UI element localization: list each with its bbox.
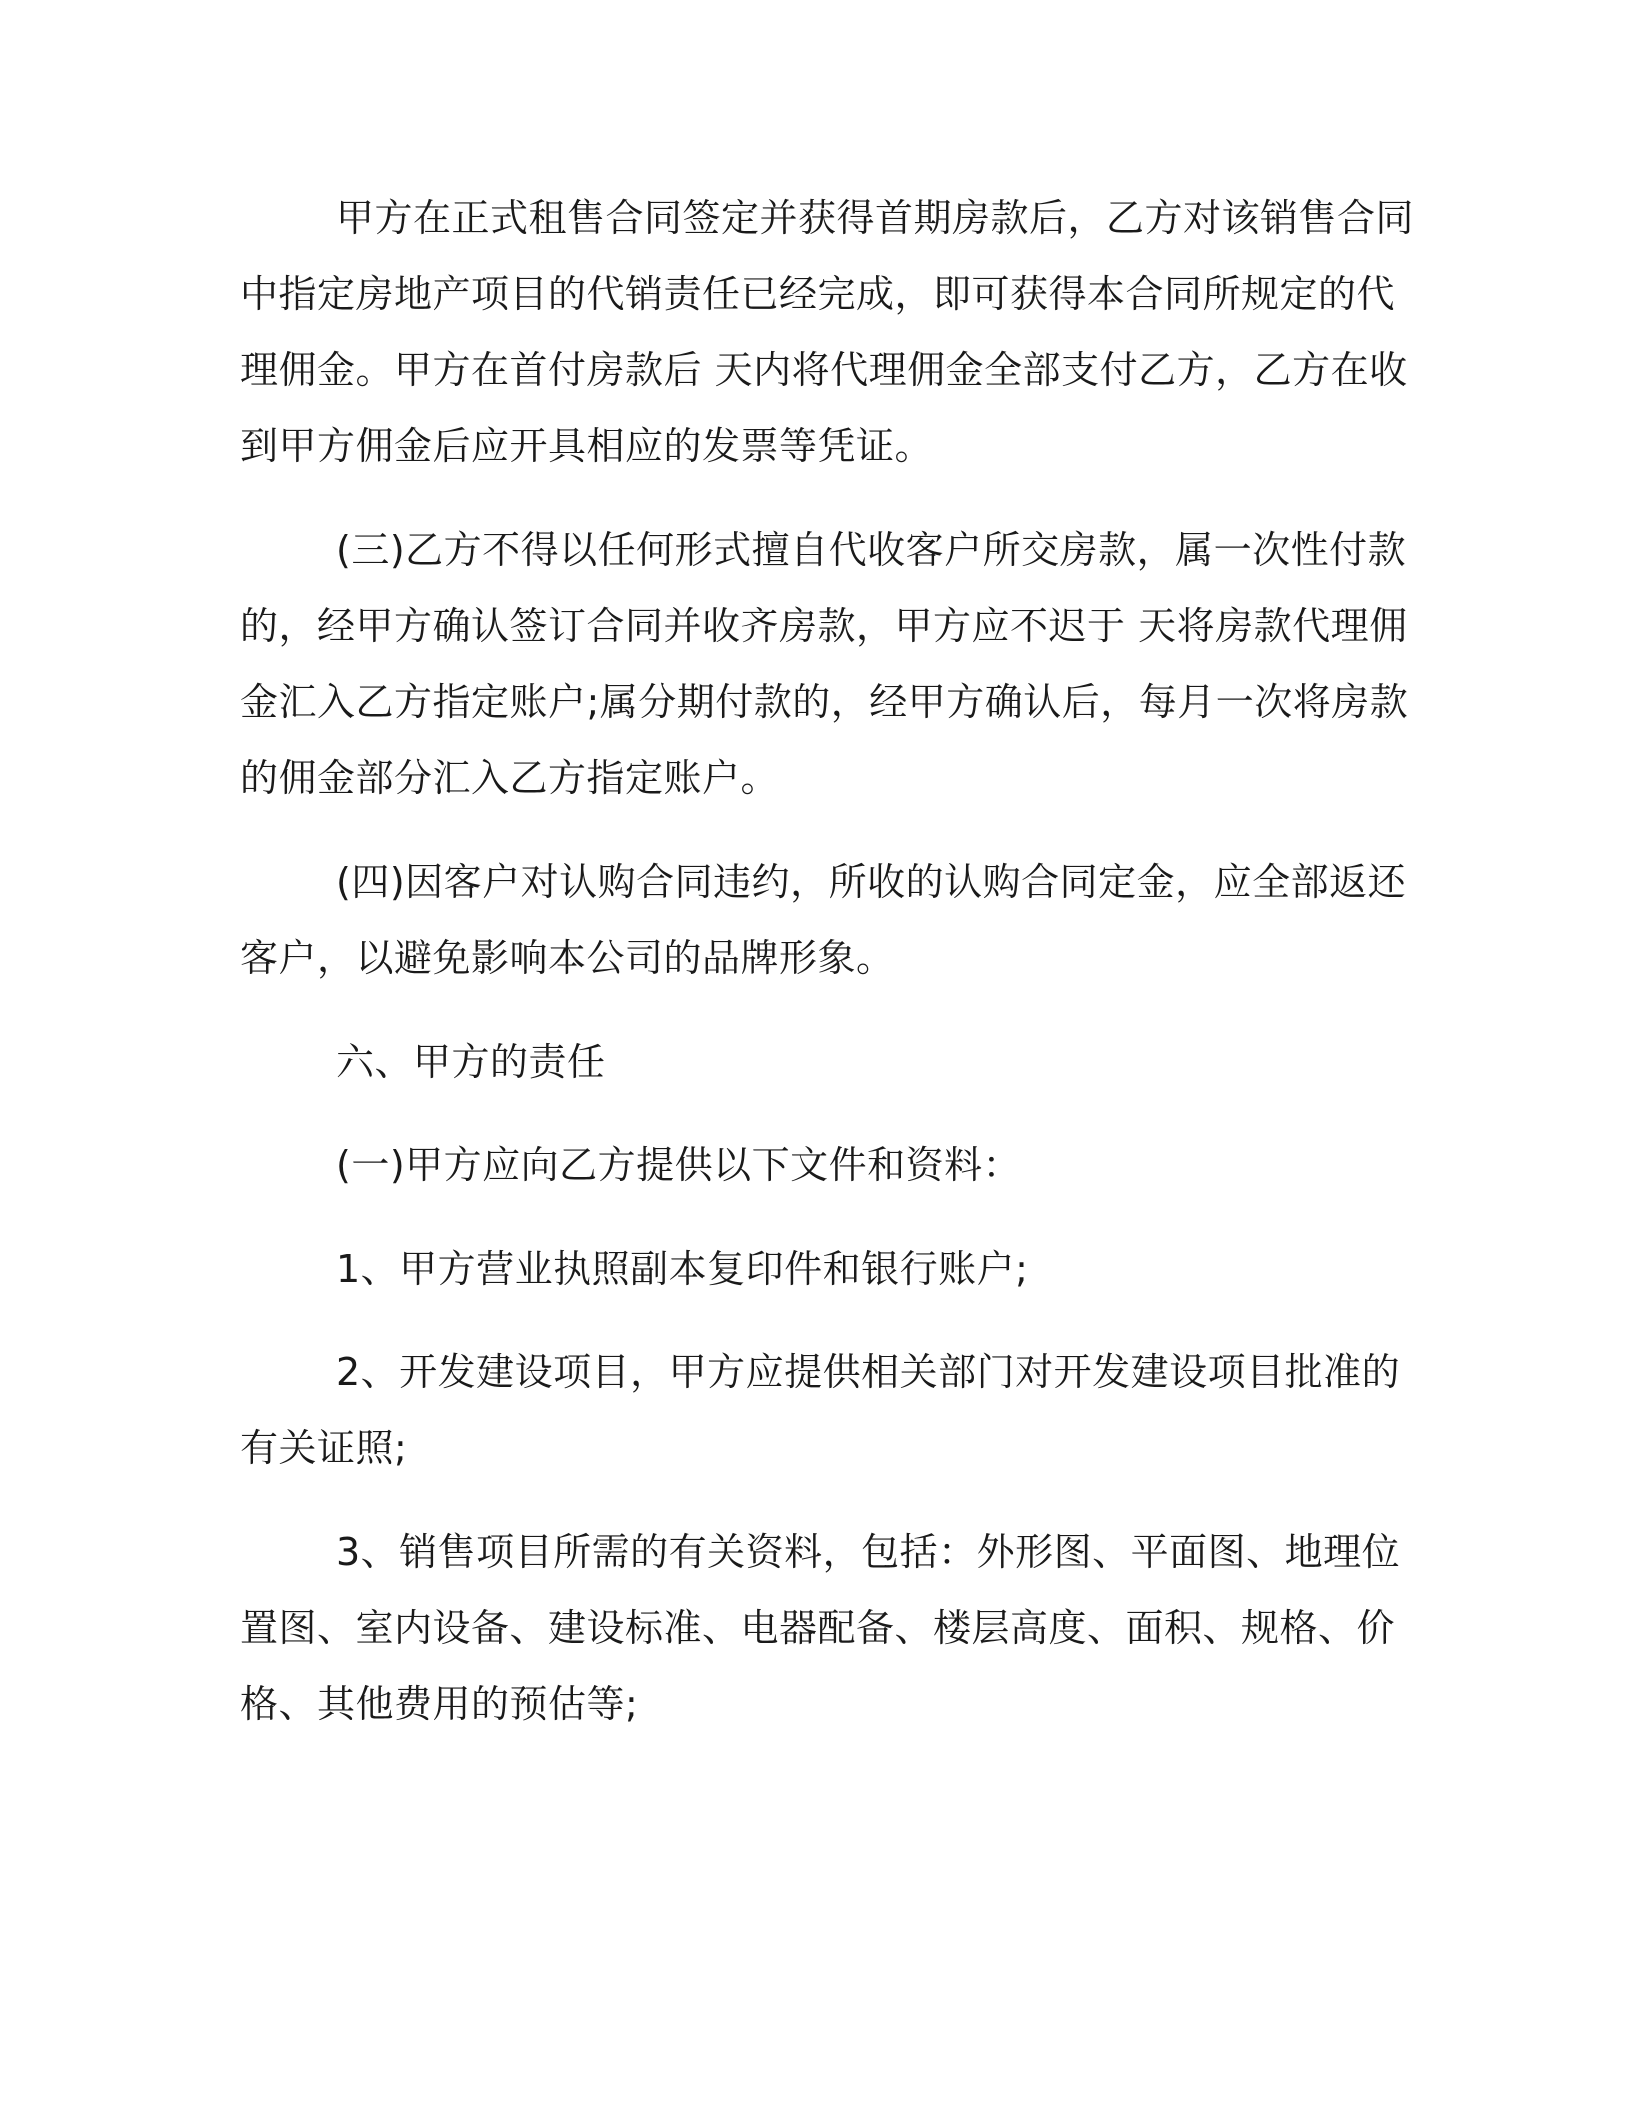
list-item-continuation: 格、其他费用的预估等; — [240, 1682, 639, 1726]
list-item: 1、甲方营业执照副本复印件和银行账户; — [336, 1247, 1029, 1291]
paragraph-line: 中指定房地产项目的代销责任已经完成，即可获得本合同所规定的代 — [240, 272, 1396, 316]
paragraph-line: 到甲方佣金后应开具相应的发票等凭证。 — [240, 424, 934, 468]
paragraph-line: 的佣金部分汇入乙方指定账户。 — [240, 756, 780, 800]
list-item: 2、开发建设项目，甲方应提供相关部门对开发建设项目批准的 — [336, 1350, 1401, 1394]
paragraph-line: 甲方在正式租售合同签定并获得首期房款后，乙方对该销售合同 — [336, 196, 1415, 240]
paragraph-line: (三)乙方不得以任何形式擅自代收客户所交房款，属一次性付款 — [336, 528, 1407, 572]
paragraph-line: (一)甲方应向乙方提供以下文件和资料： — [336, 1143, 1022, 1187]
paragraph-line: 的，经甲方确认签订合同并收齐房款，甲方应不迟于 天将房款代理佣 — [240, 604, 1408, 648]
paragraph-line: 理佣金。甲方在首付房款后 天内将代理佣金全部支付乙方，乙方在收 — [240, 348, 1408, 392]
paragraph-line: (四)因客户对认购合同违约，所收的认购合同定金，应全部返还 — [336, 860, 1407, 904]
paragraph-line: 金汇入乙方指定账户;属分期付款的，经甲方确认后，每月一次将房款 — [240, 680, 1409, 724]
section-heading: 六、甲方的责任 — [336, 1040, 606, 1084]
paragraph-line: 客户，以避免影响本公司的品牌形象。 — [240, 936, 895, 980]
list-item-continuation: 置图、室内设备、建设标准、电器配备、楼层高度、面积、规格、价 — [240, 1606, 1396, 1650]
list-item-continuation: 有关证照; — [240, 1426, 408, 1470]
list-item: 3、销售项目所需的有关资料，包括：外形图、平面图、地理位 — [336, 1530, 1401, 1574]
